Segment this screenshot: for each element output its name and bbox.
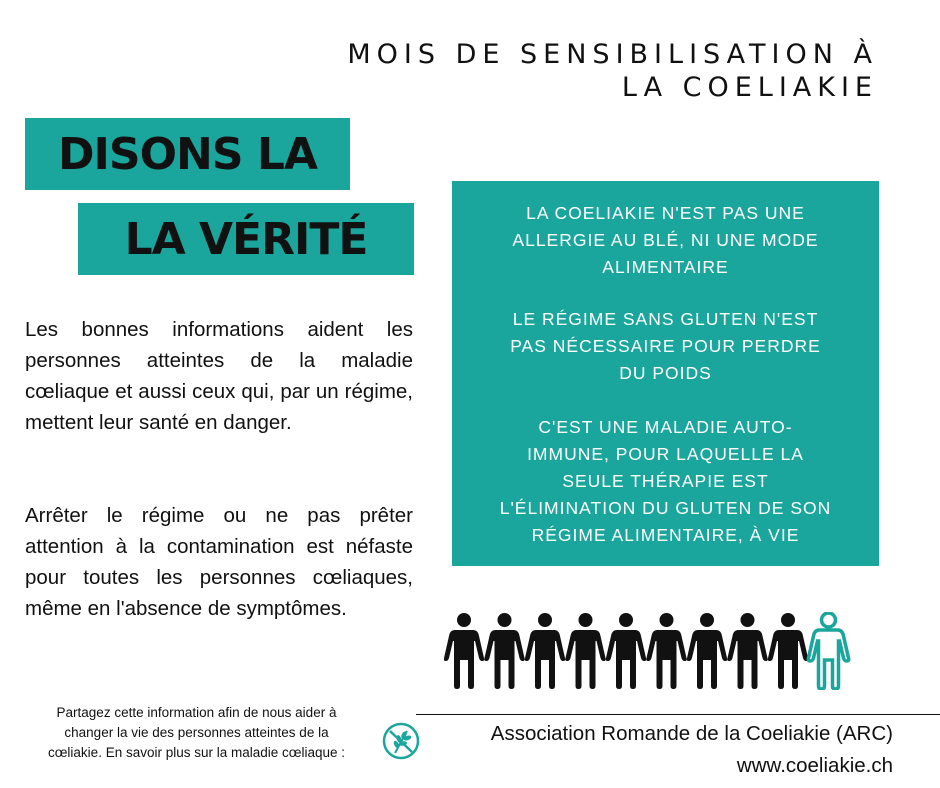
person-icon	[727, 613, 768, 689]
person-icon	[444, 613, 484, 689]
fact-2-line: PAS NÉCESSAIRE POUR PERDRE	[510, 336, 821, 356]
fact-1-line: LA COELIAKIE N'EST PAS UNE	[526, 203, 805, 223]
person-icon	[768, 613, 809, 689]
fact-3-line: RÉGIME ALIMENTAIRE, À VIE	[531, 525, 800, 545]
fact-1	[482, 200, 849, 281]
campaign-title	[158, 38, 878, 104]
fact-1-line: ALLERGIE AU BLÉ, NI UNE MODE	[512, 230, 819, 250]
share-message	[14, 703, 379, 763]
person-icon	[525, 613, 566, 689]
website-link[interactable]: www.coeliakie.ch	[736, 754, 893, 777]
facts-box	[452, 181, 879, 566]
person-icon	[565, 613, 606, 689]
campaign-title-line2: LA COELIAKIE	[621, 72, 878, 103]
campaign-title-line1: MOIS DE SENSIBILISATION À	[347, 39, 878, 70]
info-paragraph-2: Arrêter le régime ou ne pas prêter attention à la contamination est néfaste pour toutes les personnes cœliaques, même en l'absence de symptômes.	[25, 504, 413, 620]
people-illustration	[444, 612, 896, 690]
person-icon	[606, 613, 647, 689]
headline-banner-1	[25, 118, 350, 190]
person-icon	[484, 613, 525, 689]
share-message-line: Partagez cette information afin de nous aider à	[56, 705, 337, 720]
headline-line2: LA VÉRITÉ	[124, 213, 368, 265]
fact-3-line: IMMUNE, POUR LAQUELLE LA	[527, 444, 804, 464]
fact-1-line: ALIMENTAIRE	[602, 257, 729, 277]
fact-2-line: DU POIDS	[619, 363, 712, 383]
fact-3-line: C'EST UNE MALADIE AUTO-	[538, 417, 793, 437]
share-message-line: changer la vie des personnes atteintes de la	[64, 725, 329, 740]
person-icon-highlighted	[808, 613, 849, 689]
headline-banner-2	[78, 203, 414, 275]
person-icon	[646, 613, 687, 689]
fact-3-line: L'ÉLIMINATION DU GLUTEN DE SON	[499, 498, 832, 518]
fact-3-line: SEULE THÉRAPIE EST	[562, 471, 769, 491]
association-name: Association Romande de la Coeliakie (ARC)	[490, 722, 893, 745]
person-icon	[687, 613, 728, 689]
info-paragraph-1: Les bonnes informations aident les personnes atteintes de la maladie cœliaque et aussi ceux qui, par un régime, mettent leur santé en danger.	[25, 318, 413, 434]
share-message-line: cœliakie. En savoir plus sur la maladie cœliaque :	[47, 745, 346, 760]
fact-3	[482, 414, 849, 549]
footer-divider	[416, 714, 940, 715]
fact-2	[482, 306, 849, 387]
fact-2-line: LE RÉGIME SANS GLUTEN N'EST	[512, 309, 819, 329]
crossed-grain-icon	[382, 722, 420, 760]
headline-line1: DISONS LA	[58, 128, 317, 180]
